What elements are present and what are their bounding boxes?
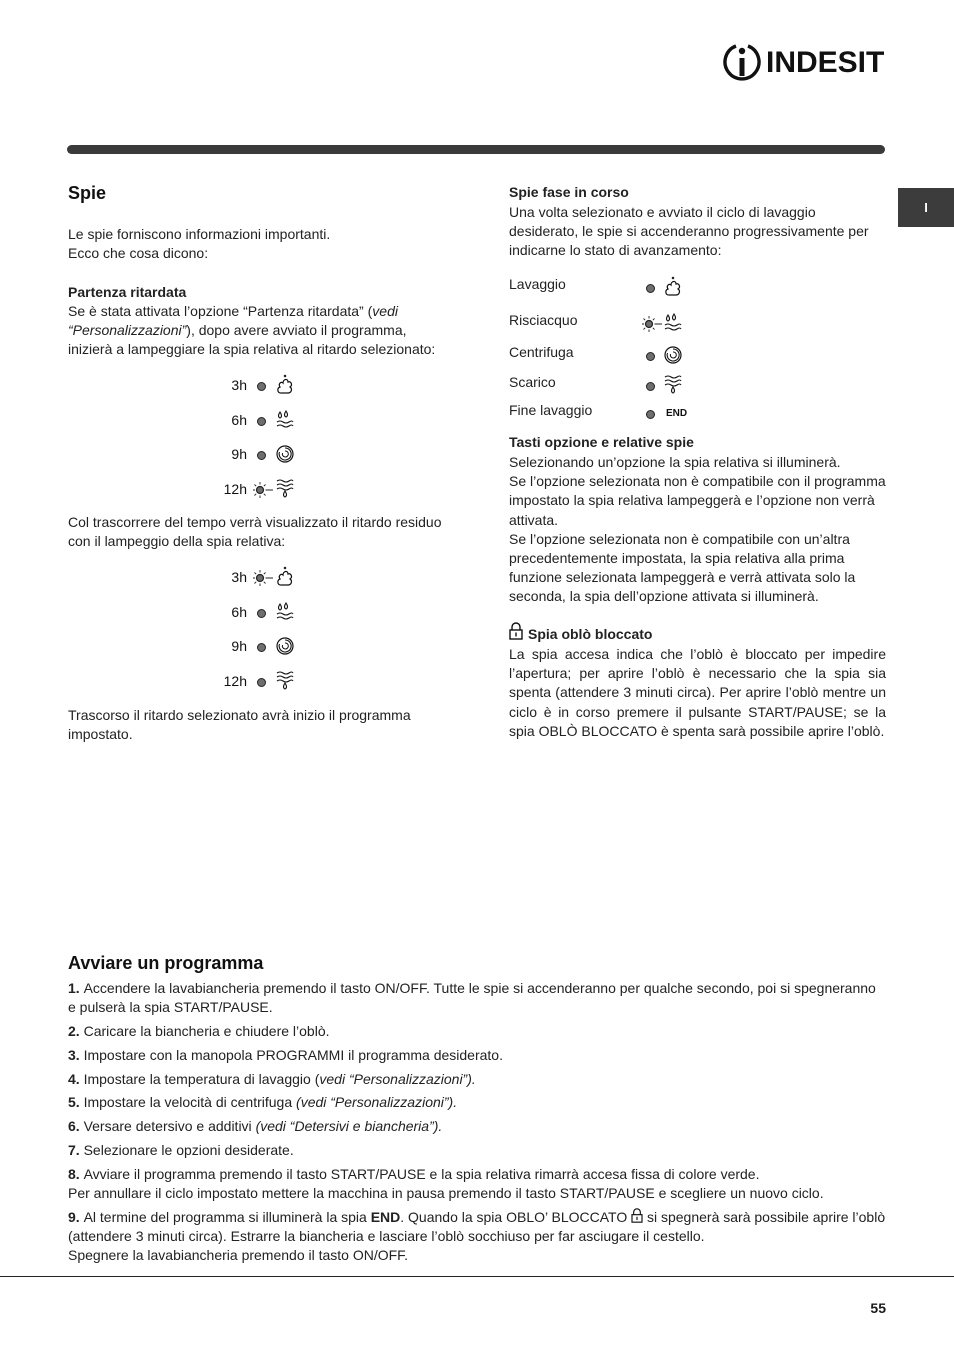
step-number: 5. <box>68 1094 84 1111</box>
delay-group-2-row <box>200 635 320 659</box>
step-extra-text: Spegnere la lavabiancheria premendo il tasto ON/OFF. <box>68 1247 409 1264</box>
spin-icon <box>663 344 683 366</box>
step-item <box>68 1208 886 1266</box>
delay-indicator-group-1 <box>200 374 320 504</box>
final-text: Trascorso il ritardo selezionato avrà inizio il programma impostato. <box>68 707 411 743</box>
drain-icon <box>663 374 683 396</box>
delay-text-a: Se è stata attivata l’opzione “Partenza ritardata” ( <box>68 303 373 319</box>
phase-label: Risciacquo <box>509 312 578 328</box>
lock-icon <box>631 1208 643 1223</box>
delay-indicator-group-2 <box>200 566 320 696</box>
led-icon <box>257 643 266 652</box>
delay-label: 3h <box>231 377 247 393</box>
step-item <box>68 1070 886 1089</box>
step-text: . Quando la spia OBLO’ BLOCCATO <box>400 1208 632 1225</box>
section-title-avviare: Avviare un programma <box>68 953 264 973</box>
step-item <box>68 1093 886 1112</box>
step-reference: vedi “Personalizzazioni”). <box>319 1070 476 1087</box>
brand-name: INDESIT <box>766 46 885 79</box>
blinking-led-icon <box>250 479 276 501</box>
phase-label: Centrifuga <box>509 344 574 360</box>
phase-text: Una volta selezionato e avviato il ciclo di lavaggio desiderato, le spie si accenderanno progressivamente per indicarne lo stato di avanzamento: <box>509 204 869 259</box>
footer-rule <box>0 1276 954 1277</box>
step-number: 6. <box>68 1118 84 1135</box>
delay-text-b: ), dopo avere avviato il programma, inizierà a lampeggiare la spia relativa al ritardo selezionato: <box>68 322 436 358</box>
options-text <box>509 453 887 607</box>
step-end-label: END <box>370 1208 401 1225</box>
led-icon <box>257 678 266 687</box>
delay-group-2-row <box>200 670 320 694</box>
phase-row <box>509 272 709 298</box>
step-number: 7. <box>68 1141 84 1158</box>
step-text: Al termine del programma si illuminerà la spia <box>83 1208 371 1225</box>
delay-group-2-row <box>200 566 320 590</box>
step-text: Versare detersivo e additivi <box>83 1118 256 1135</box>
led-icon <box>646 284 655 293</box>
step-text: Accendere la lavabiancheria premendo il tasto ON/OFF. Tutte le spie si accenderanno per qualche secondo, poi si spegneranno e pulserà la spia START/PAUSE. <box>68 980 876 1016</box>
start-steps-list <box>68 979 886 1270</box>
options-heading: Tasti opzione e relative spie <box>509 434 694 450</box>
step-item <box>68 1022 886 1041</box>
step-number: 2. <box>68 1023 84 1039</box>
page-number: 55 <box>870 1300 886 1316</box>
delay-text <box>68 302 442 360</box>
step-number: 9. <box>68 1208 84 1225</box>
step-text: Caricare la biancheria e chiudere l’oblò. <box>83 1023 330 1039</box>
delay-label: 9h <box>231 446 247 463</box>
step-text: Impostare la velocità di centrifuga <box>83 1094 297 1111</box>
end-label: END <box>666 408 688 419</box>
door-heading: Spia oblò bloccato <box>528 626 653 642</box>
rinse-icon <box>663 312 683 334</box>
header-rule <box>67 145 885 154</box>
delay-group-1-row <box>200 478 320 502</box>
step-reference: (vedi “Personalizzazioni”). <box>296 1094 458 1111</box>
delay-group-1-row <box>200 409 320 433</box>
logo-mark-icon <box>722 42 762 84</box>
spin-icon <box>275 443 295 465</box>
step-item <box>68 1117 886 1136</box>
step-text: Impostare la temperatura di lavaggio ( <box>83 1070 320 1087</box>
delay-label: 12h <box>223 481 247 498</box>
step-item <box>68 1141 886 1160</box>
step-number: 4. <box>68 1070 84 1087</box>
intro-text <box>68 225 448 263</box>
step-item <box>68 1046 886 1065</box>
delay-label: 6h <box>231 411 247 428</box>
options-p2: Se l’opzione selezionata non è compatibile con il programma impostato la spia relativa lampeggerà e l’opzione non verrà attivata. <box>509 473 886 528</box>
section-title-spie: Spie <box>68 183 107 203</box>
step-item <box>68 979 886 1017</box>
led-icon <box>257 417 266 426</box>
step-text: si spegnerà sarà possibile aprire l’oblò (attendere 3 minuti circa). Estrarre la biancheria e lasciare l’oblò socchiuso per far asciugare il cestello. <box>68 1208 886 1244</box>
phase-label: Lavaggio <box>509 276 566 292</box>
phase-indicator-list <box>509 272 709 432</box>
step-number: 3. <box>68 1046 84 1063</box>
step-number: 8. <box>68 1165 84 1182</box>
options-p3: Se l’opzione selezionata non è compatibile con un’altra precedentemente impostata, la spia relativa alla prima funzione selezionata lampeggerà e verrà attivata solo la seconda, la spia dell’opzione attivata si illuminerà. <box>509 530 856 605</box>
phase-row <box>509 308 709 334</box>
step-reference: (vedi “Detersivi e biancheria”). <box>255 1118 443 1135</box>
options-p1: Selezionando un’opzione la spia relativa si illuminerà. <box>509 454 841 470</box>
delay-group-2-row <box>200 601 320 625</box>
led-icon <box>646 410 655 419</box>
wash-icon <box>663 276 683 298</box>
delay-label: 3h <box>231 569 247 585</box>
spin-icon <box>275 635 295 657</box>
delay-label: 9h <box>231 638 247 655</box>
step-item <box>68 1165 886 1203</box>
led-icon <box>646 352 655 361</box>
blinking-led-icon <box>639 313 665 335</box>
delay-label: 12h <box>223 673 247 690</box>
residual-text: Col trascorrere del tempo verrà visualizzato il ritardo residuo con il lampeggio della spia relativa: <box>68 514 442 550</box>
rinse-icon <box>275 601 295 623</box>
delay-heading: Partenza ritardata <box>68 284 187 300</box>
phase-row <box>509 370 709 396</box>
step-number: 1. <box>68 980 84 996</box>
language-tab: I <box>898 188 954 227</box>
delay-label: 6h <box>231 603 247 620</box>
rinse-icon <box>275 409 295 431</box>
phase-label: Scarico <box>509 374 556 390</box>
drain-icon <box>275 478 295 500</box>
led-icon <box>646 382 655 391</box>
intro-line-1: Le spie forniscono informazioni importanti. <box>68 226 331 242</box>
indesit-logo <box>722 40 886 86</box>
delay-text-ref: vedi “Personalizzazioni” <box>68 303 398 339</box>
led-icon <box>257 382 266 391</box>
step-text: Selezionare le opzioni desiderate. <box>83 1141 294 1158</box>
wash-icon <box>275 566 295 588</box>
delay-group-1-row <box>200 443 320 467</box>
led-icon <box>257 609 266 618</box>
wash-icon <box>275 374 295 396</box>
delay-group-1-row <box>200 374 320 398</box>
phase-row <box>509 398 709 424</box>
door-text: La spia accesa indica che l’oblò è bloccato per impedire l’apertura; per aprire l’oblò è necessario che la spia sia spenta (attendere 3 minuti circa). Per aprire l’oblò mentre un ciclo è in corso premere il pulsante START/PAUSE; se la spia OBLÒ BLOCCATO è spenta sarà possibile aprire l’oblò. <box>509 646 886 739</box>
step-text: Avviare il programma premendo il tasto START/PAUSE e la spia relativa rimarrà accesa fissa di colore verde. <box>83 1165 760 1182</box>
drain-icon <box>275 670 295 692</box>
blinking-led-icon <box>250 567 276 589</box>
step-text: Impostare con la manopola PROGRAMMI il programma desiderato. <box>83 1046 503 1063</box>
step-extra-text: Per annullare il ciclo impostato mettere la macchina in pausa premendo il tasto START/PAUSE e scegliere un nuovo ciclo. <box>68 1184 824 1201</box>
led-icon <box>257 451 266 460</box>
phase-label: Fine lavaggio <box>509 402 593 418</box>
lock-icon <box>509 622 523 640</box>
intro-line-2: Ecco che cosa dicono: <box>68 245 209 262</box>
phase-heading: Spie fase in corso <box>509 184 629 200</box>
phase-row <box>509 340 709 366</box>
